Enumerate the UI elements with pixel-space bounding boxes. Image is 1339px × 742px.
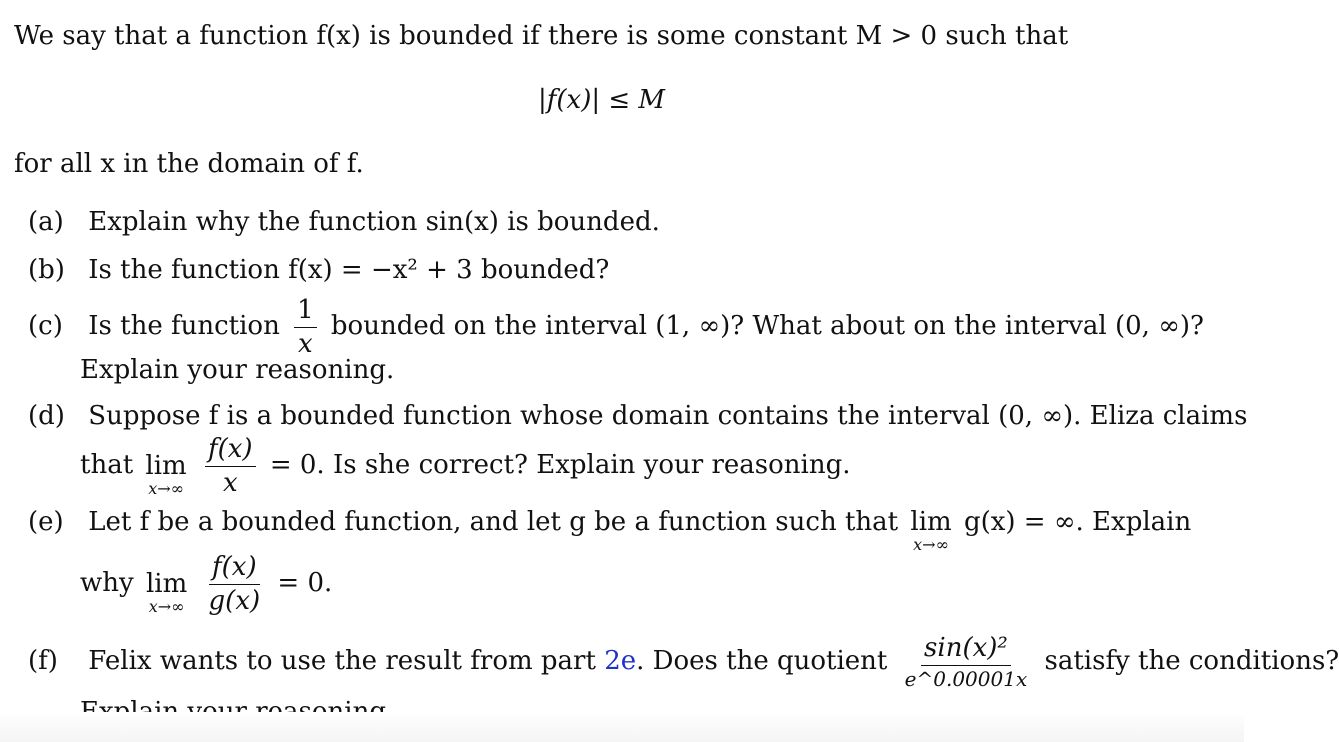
part-b: [28, 256, 609, 286]
part-label: (e): [28, 507, 64, 537]
part-a-text: Explain why the function sin(x) is bounded.: [88, 207, 660, 237]
part-label: (d): [28, 401, 65, 431]
part-e: (e) Let f be a bounded function, and let g be a function such that lim x→∞ g(x) = ∞. Explain: [28, 507, 1192, 554]
fraction-one-over-x: $\frac{1}{x}$: [294, 296, 317, 358]
part-label: (a): [28, 207, 64, 237]
fraction-fx-over-x: $\frac{f(x)}{x}$: [205, 435, 256, 497]
intro-line: We say that a function f(x) is bounded if there is some constant M > 0 such that: [14, 21, 1069, 51]
domain-line: for all x in the domain of f.: [14, 149, 364, 179]
part-d-line2: that lim x→∞ $\frac{f(x)}{x}$ = 0. Is she correct? Explain your reasoning.: [80, 434, 851, 498]
bottom-fade: [0, 712, 1244, 742]
part-label: (b): [28, 255, 65, 285]
part-e-line2: why lim x→∞ $\frac{f(x)}{g(x)}$ = 0.: [80, 552, 333, 616]
display-equation: |f(x)| ≤ M: [538, 85, 666, 115]
fraction-sin-over-exp: $\frac{\text{sin(x)²}}{e\^{}0.00001x}$: [904, 633, 1028, 691]
part-a: [28, 208, 660, 238]
part-reference-link[interactable]: 2e: [604, 645, 637, 676]
part-b-text: Is the function f(x) = −x² + 3 bounded?: [88, 255, 610, 285]
limit-operator: lim x→∞: [145, 569, 188, 616]
limit-operator: lim x→∞: [145, 451, 187, 498]
part-c: (c) Is the function $\frac{1}{x}$ bounded on the interval (1, ∞)? What about on the interval (0, ∞)?: [28, 295, 1204, 359]
part-label: (f): [28, 645, 58, 676]
fraction-fx-over-gx: $\frac{f(x)}{g(x)}$: [208, 552, 261, 616]
limit-operator: lim x→∞: [910, 507, 952, 554]
part-c-line2: Explain your reasoning.: [80, 355, 395, 385]
part-f: (f) Felix wants to use the result from part 2e. Does the quotient $\frac{\text{sin(x)²}}{e\^{}0.00001x}$ satisfy the conditions?: [28, 633, 1339, 691]
part-label: (c): [28, 311, 63, 342]
part-d: (d) Suppose f is a bounded function whose domain contains the interval (0, ∞). Eliza claims: [28, 401, 1248, 431]
